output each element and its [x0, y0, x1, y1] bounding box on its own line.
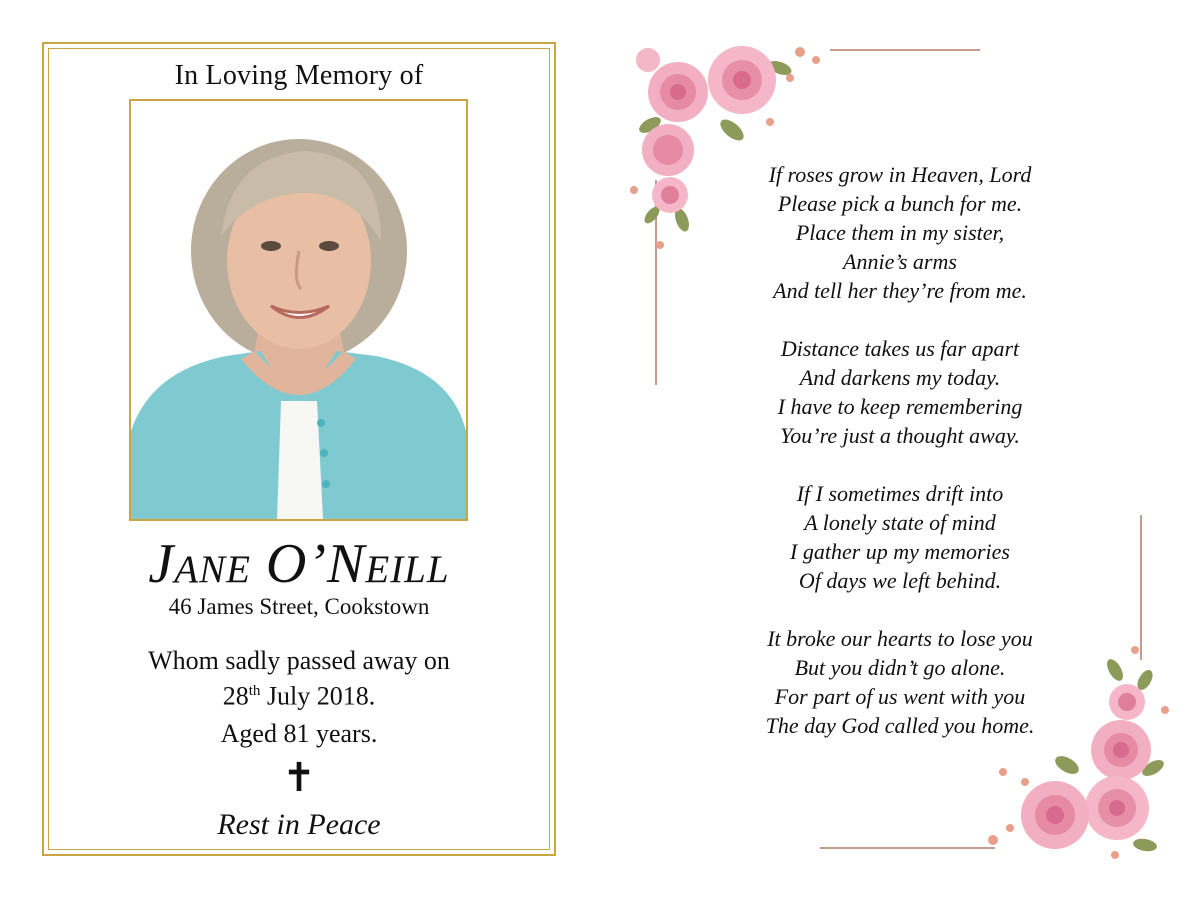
passed-day: 28	[222, 681, 249, 711]
poem-line: But you didn’t go alone.	[794, 655, 1006, 680]
poem-stanza	[700, 160, 1100, 305]
poem-line: For part of us went with you	[774, 684, 1026, 709]
poem-line: I have to keep remembering	[777, 394, 1023, 419]
date-of-passing	[44, 646, 554, 712]
poem-line: You’re just a thought away.	[780, 423, 1020, 448]
passed-line: Whom sadly passed away on	[148, 646, 450, 675]
poem-line: Please pick a bunch for me.	[777, 191, 1023, 216]
passed-month-year: July 2018.	[260, 681, 376, 711]
passed-date	[44, 676, 554, 712]
address: 46 James Street, Cookstown	[168, 594, 430, 619]
poem-line: Of days we left behind.	[798, 568, 1002, 593]
memorial-poem	[700, 160, 1100, 769]
poem-line: It broke our hearts to lose you	[767, 626, 1033, 651]
poem-line: Annie’s arms	[843, 249, 957, 274]
poem-line: I gather up my memories	[790, 539, 1010, 564]
poem-line: If I sometimes drift into	[796, 481, 1004, 506]
age: Aged 81 years.	[220, 719, 378, 748]
latin-cross-icon: ✝	[282, 755, 316, 800]
poem-line: The day God called you home.	[765, 713, 1035, 738]
poem-stanza	[700, 479, 1100, 595]
poem-line: And tell her they’re from me.	[773, 278, 1027, 303]
memorial-card	[42, 42, 556, 856]
card-heading: In Loving Memory of	[174, 60, 424, 91]
poem-stanza	[700, 334, 1100, 450]
poem-stanza	[700, 624, 1100, 740]
poem-line: A lonely state of mind	[804, 510, 996, 535]
portrait-photo	[129, 99, 468, 521]
poem-line: Distance takes us far apart	[780, 336, 1020, 361]
poem-line: And darkens my today.	[799, 365, 1001, 390]
deceased-name: Jane O’Neill	[148, 533, 450, 595]
poem-line: Place them in my sister,	[795, 220, 1005, 245]
passed-day-suffix: th	[248, 683, 261, 699]
rest-in-peace: Rest in Peace	[217, 808, 381, 841]
poem-line: If roses grow in Heaven, Lord	[768, 162, 1032, 187]
